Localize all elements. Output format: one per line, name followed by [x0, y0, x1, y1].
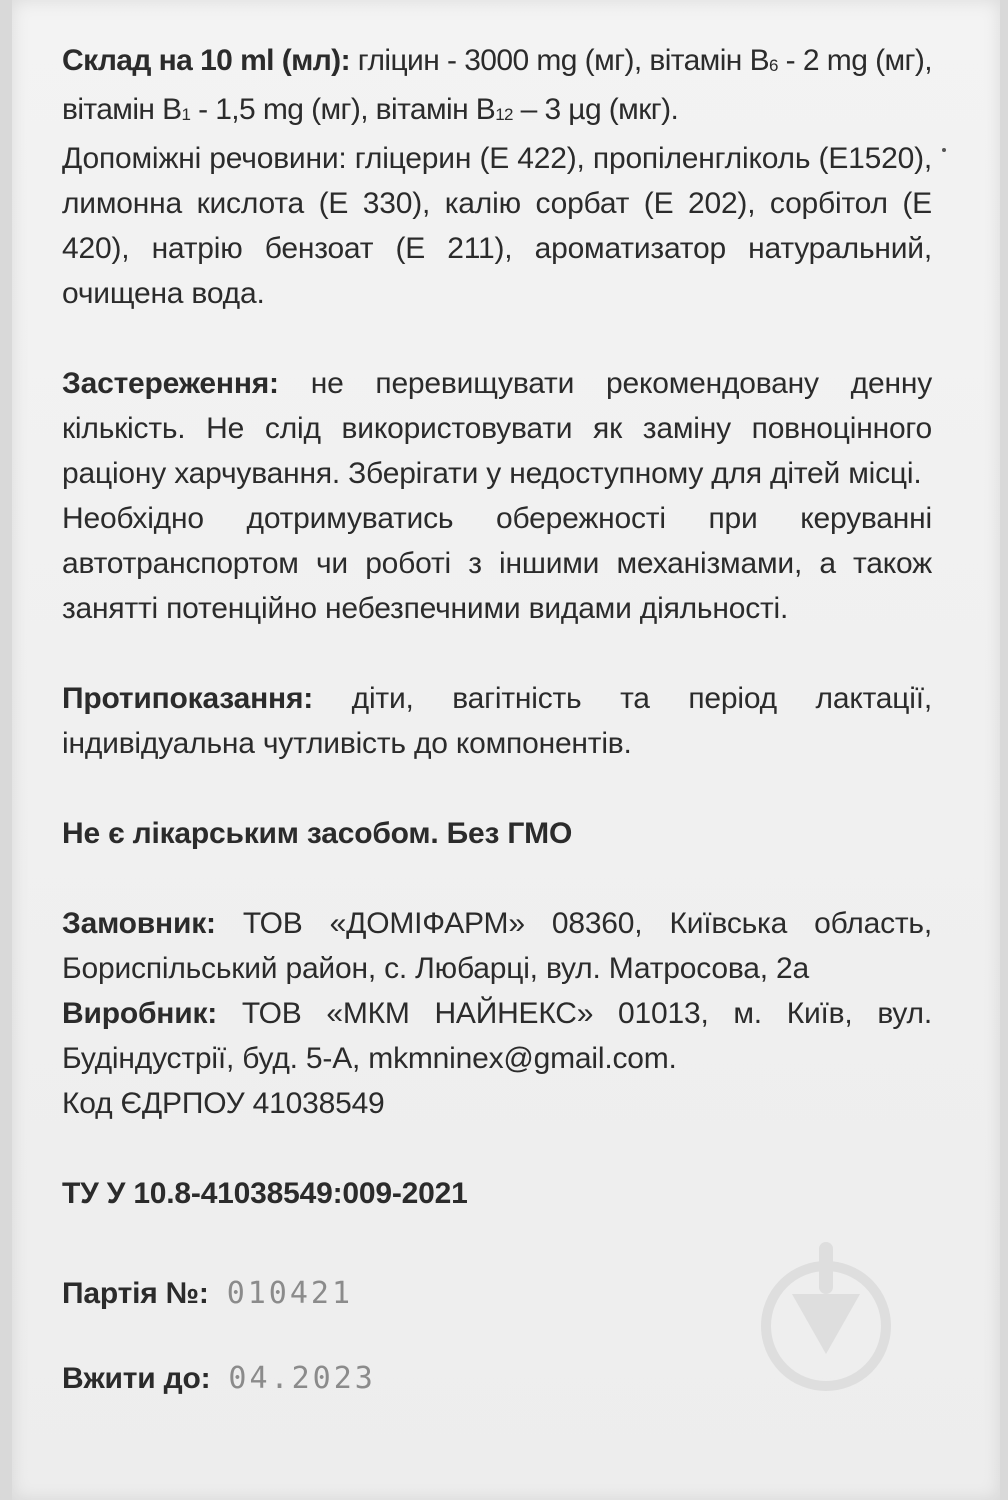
- contraindications-label: Протипоказання:: [62, 682, 314, 715]
- warning-paragraph: Застереження: не перевищувати рекомендовану денну кількість. Не слід використовувати як заміну повноцінного раціону харчування. Зберігати у недоступному для дітей місці.: [62, 367, 932, 490]
- not-medicine-note: Не є лікарським засобом. Без ГМО: [62, 817, 573, 850]
- expiry-date: 04.2023: [228, 1361, 376, 1396]
- warning-paragraph-2: Необхідно дотримуватись обережності при керуванні автотранспортом чи роботі з іншими механізмами, а також занятті потенційно небезпечними видами діяльності.: [62, 502, 932, 625]
- label-card: [12, 0, 1000, 1500]
- composition-label: Склад на 10 ml (мл):: [62, 44, 350, 77]
- label-text: [62, 38, 932, 1401]
- warning-label: Застереження:: [62, 367, 279, 400]
- customer-label: Замовник:: [62, 907, 216, 940]
- customer-paragraph: Замовник: ТОВ «ДОМІФАРМ» 08360, Київська область, Бориспільський район, с. Любарці, вул. Матросова, 2а: [62, 907, 932, 985]
- batch-label: Партія №:: [62, 1277, 209, 1310]
- speck: [942, 148, 946, 152]
- manufacturer-paragraph: Виробник: ТОВ «МКМ НАЙНЕКС» 01013, м. Київ, вул. Будіндустрії, буд. 5-А, mkmninex@gmail.com.: [62, 997, 932, 1075]
- contraindications-paragraph: Протипоказання: діти, вагітність та період лактації, індивідуальна чутливість до компонентів.: [62, 682, 932, 760]
- manufacturer-label: Виробник:: [62, 997, 218, 1030]
- batch-number: 010421: [226, 1276, 354, 1311]
- registry-code: Код ЄДРПОУ 41038549: [62, 1087, 385, 1120]
- download-watermark-icon: [760, 1242, 892, 1392]
- composition-paragraph: Склад на 10 ml (мл): гліцин - 3000 mg (мг), вітамін $B_6 - 2$ mg (мг), вітамін $B_1 - 1,5$ mg (мг), вітамін $B_{12} - 3$ µg (мкг).: [62, 44, 932, 126]
- expiry-label: Вжити до:: [62, 1362, 211, 1395]
- excipients-paragraph: Допоміжні речовини: гліцерин (Е 422), пропіленгліколь (Е1520), лимонна кислота (Е 330), калію сорбат (Е 202), сорбітол (Е 420), натрію бензоат (Е 211), ароматизатор натуральний, очищена вода.: [62, 142, 932, 310]
- technical-spec: ТУ У 10.8-41038549:009-2021: [62, 1177, 468, 1210]
